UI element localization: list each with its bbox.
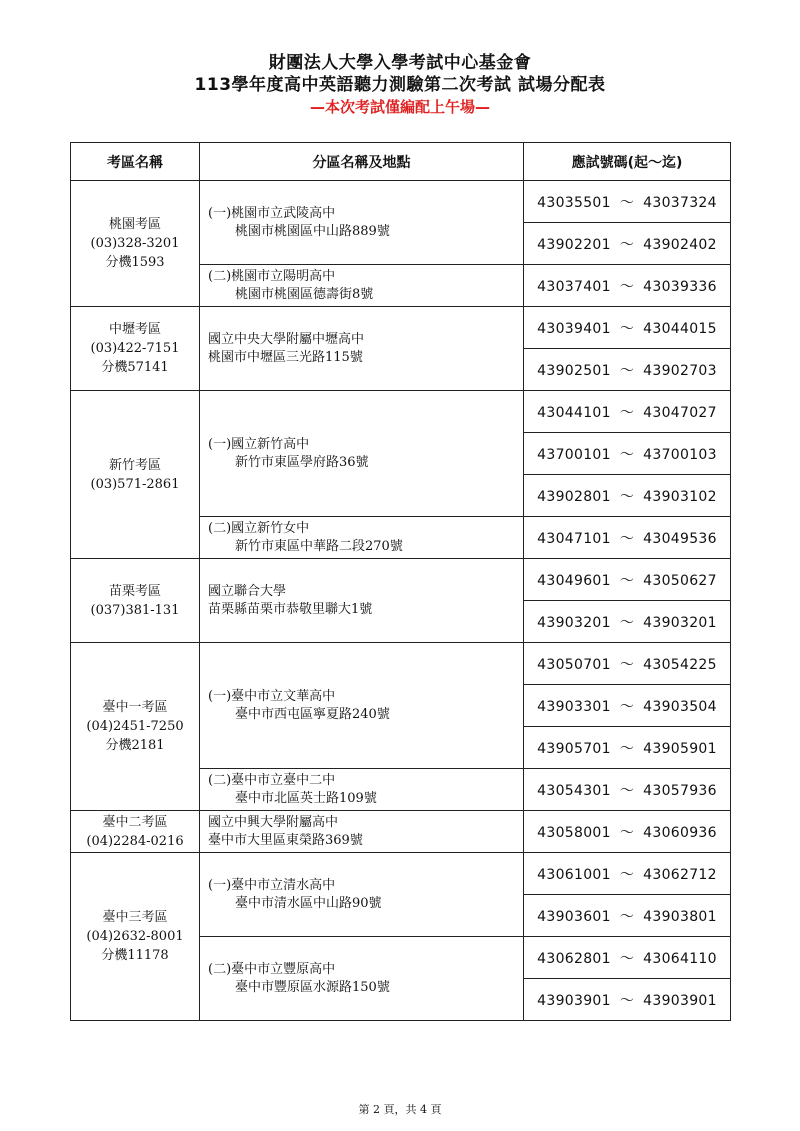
region-phone: (04)2284-0216 [86, 833, 184, 849]
site-address: 新竹市東區中華路二段270號 [235, 538, 403, 554]
site-name: (一)桃園市立武陵高中 [208, 205, 336, 221]
range-start: 43903201 [537, 614, 611, 631]
range-separator: ～ [619, 614, 635, 631]
range-end: 43057936 [643, 782, 717, 799]
range-separator: ～ [619, 950, 635, 967]
exam-site-allocation-table [70, 142, 731, 1021]
range-end: 43903102 [643, 488, 717, 505]
range-start: 43039401 [537, 320, 611, 337]
range-separator: ～ [619, 656, 635, 673]
range-separator: ～ [619, 908, 635, 925]
table-row [71, 307, 731, 349]
number-range-cell [524, 727, 731, 769]
site-name: 國立聯合大學 [208, 583, 287, 599]
number-range-cell [524, 895, 731, 937]
range-end: 43903901 [643, 992, 717, 1009]
range-separator: ～ [619, 404, 635, 421]
site-address: 臺中市北區英士路109號 [235, 790, 377, 806]
region-phone: (04)2632-8001 [86, 929, 184, 944]
number-range-cell [524, 643, 731, 685]
range-start: 43058001 [537, 824, 611, 841]
range-start: 43049601 [537, 572, 611, 589]
region-cell [71, 853, 200, 1021]
number-range-cell [524, 517, 731, 559]
range-start: 43902501 [537, 362, 611, 379]
page-footer: 第 2 頁，共 4 頁 [358, 1103, 442, 1116]
range-end: 43047027 [643, 404, 717, 421]
site-address: 臺中市豐原區水源路150號 [235, 979, 390, 995]
site-name: 國立中興大學附屬高中 [208, 814, 339, 830]
document-header [0, 52, 800, 118]
session-note: —本次考試僅編配上午場— [309, 98, 490, 116]
region-name: 臺中一考區 [102, 700, 168, 715]
number-range-cell [524, 223, 731, 265]
range-end: 43037324 [643, 194, 717, 211]
site-cell [200, 307, 524, 391]
range-separator: ～ [619, 740, 635, 757]
region-name: 臺中二考區 [102, 814, 168, 830]
site-cell [200, 265, 524, 307]
range-separator: ～ [619, 446, 635, 463]
region-phone: (03)571-2861 [90, 476, 180, 492]
range-separator: ～ [619, 572, 635, 589]
site-cell [200, 391, 524, 517]
organization-title: 財團法人大學入學考試中心基金會 [268, 53, 532, 73]
site-address: 苗栗縣苗栗市恭敬里聯大1號 [208, 601, 373, 617]
number-range-cell [524, 979, 731, 1021]
site-cell [200, 853, 524, 937]
table-body [71, 181, 731, 1021]
site-cell [200, 769, 524, 811]
range-separator: ～ [619, 362, 635, 379]
range-end: 43044015 [643, 320, 717, 337]
range-separator: ～ [619, 698, 635, 715]
range-end: 43902402 [643, 236, 717, 253]
site-address: 臺中市西屯區寧夏路240號 [235, 706, 390, 722]
range-separator: ～ [619, 992, 635, 1009]
number-range-cell [524, 937, 731, 979]
region-cell [71, 307, 200, 391]
range-end: 43700103 [643, 446, 717, 463]
site-name: (一)臺中市立文華高中 [208, 688, 336, 704]
range-end: 43060936 [643, 824, 717, 841]
site-address: 桃園市中壢區三光路115號 [208, 349, 363, 365]
range-end: 43903201 [643, 614, 717, 631]
site-name: 國立中央大學附屬中壢高中 [208, 331, 365, 347]
region-extension: 分機57141 [101, 360, 169, 375]
site-name: (二)臺中市立臺中二中 [208, 772, 336, 788]
range-start: 43903901 [537, 992, 611, 1009]
number-range-cell [524, 475, 731, 517]
number-range-cell [524, 265, 731, 307]
region-cell [71, 391, 200, 559]
range-start: 43054301 [537, 782, 611, 799]
column-header-number-range: 應試號碼(起～迄) [524, 143, 731, 181]
range-start: 43905701 [537, 740, 611, 757]
site-address: 桃園市桃園區中山路889號 [235, 223, 390, 239]
region-name: 新竹考區 [108, 457, 161, 473]
site-cell [200, 181, 524, 265]
number-range-cell [524, 685, 731, 727]
range-end: 43903801 [643, 908, 717, 925]
number-range-cell [524, 181, 731, 223]
site-name: (二)桃園市立陽明高中 [208, 268, 336, 284]
range-separator: ～ [619, 278, 635, 295]
range-end: 43905901 [643, 740, 717, 757]
table-row [71, 811, 731, 853]
range-start: 43061001 [537, 866, 611, 883]
range-start: 43902201 [537, 236, 611, 253]
table-row [71, 853, 731, 895]
table-row [71, 391, 731, 433]
region-cell [71, 643, 200, 811]
site-name: (二)臺中市立豐原高中 [208, 961, 336, 977]
number-range-cell [524, 433, 731, 475]
range-start: 43035501 [537, 194, 611, 211]
region-phone: (03)328-3201 [90, 236, 180, 251]
region-cell [71, 811, 200, 853]
range-separator: ～ [619, 320, 635, 337]
range-end: 43050627 [643, 572, 717, 589]
region-phone: (037)381-131 [90, 602, 180, 618]
site-name: (一)國立新竹高中 [208, 436, 310, 452]
range-start: 43700101 [537, 446, 611, 463]
number-range-cell [524, 559, 731, 601]
range-start: 43903601 [537, 908, 611, 925]
site-cell [200, 517, 524, 559]
range-end: 43064110 [643, 950, 717, 967]
region-cell [71, 559, 200, 643]
number-range-cell [524, 349, 731, 391]
range-separator: ～ [619, 194, 635, 211]
document-title: 113學年度高中英語聽力測驗第二次考試 試場分配表 [194, 75, 606, 95]
range-start: 43902801 [537, 488, 611, 505]
site-address: 新竹市東區學府路36號 [235, 454, 369, 470]
number-range-cell [524, 769, 731, 811]
number-range-cell [524, 601, 731, 643]
number-range-cell [524, 307, 731, 349]
range-start: 43044101 [537, 404, 611, 421]
range-separator: ～ [619, 530, 635, 547]
range-separator: ～ [619, 866, 635, 883]
region-name: 桃園考區 [108, 217, 161, 232]
range-end: 43902703 [643, 362, 717, 379]
range-end: 43054225 [643, 656, 717, 673]
site-cell [200, 937, 524, 1021]
region-extension: 分機2181 [105, 738, 165, 753]
site-address: 臺中市清水區中山路90號 [235, 895, 382, 911]
region-extension: 分機11178 [101, 948, 169, 963]
column-header-site: 分區名稱及地點 [200, 143, 524, 181]
range-end: 43062712 [643, 866, 717, 883]
region-phone: (04)2451-7250 [86, 719, 184, 734]
range-start: 43062801 [537, 950, 611, 967]
range-separator: ～ [619, 488, 635, 505]
number-range-cell [524, 853, 731, 895]
site-address: 臺中市大里區東榮路369號 [208, 832, 363, 848]
range-end: 43049536 [643, 530, 717, 547]
site-address: 桃園市桃園區德壽街8號 [235, 286, 374, 302]
number-range-cell [524, 811, 731, 853]
region-cell [71, 181, 200, 307]
column-header-region: 考區名稱 [71, 143, 200, 181]
site-cell [200, 643, 524, 769]
range-end: 43039336 [643, 278, 717, 295]
region-extension: 分機1593 [105, 255, 165, 270]
range-start: 43047101 [537, 530, 611, 547]
range-separator: ～ [619, 824, 635, 841]
region-phone: (03)422-7151 [90, 341, 180, 356]
site-cell [200, 811, 524, 853]
number-range-cell [524, 391, 731, 433]
site-name: (一)臺中市立清水高中 [208, 877, 336, 893]
range-start: 43050701 [537, 656, 611, 673]
site-cell [200, 559, 524, 643]
region-name: 中壢考區 [108, 322, 161, 337]
range-end: 43903504 [643, 698, 717, 715]
site-name: (二)國立新竹女中 [208, 520, 310, 536]
table-row [71, 643, 731, 685]
region-name: 臺中三考區 [102, 910, 168, 925]
table-row [71, 559, 731, 601]
table-header-row [71, 143, 731, 181]
range-start: 43037401 [537, 278, 611, 295]
range-separator: ～ [619, 782, 635, 799]
table-row [71, 181, 731, 223]
region-name: 苗栗考區 [108, 583, 161, 599]
range-separator: ～ [619, 236, 635, 253]
range-start: 43903301 [537, 698, 611, 715]
